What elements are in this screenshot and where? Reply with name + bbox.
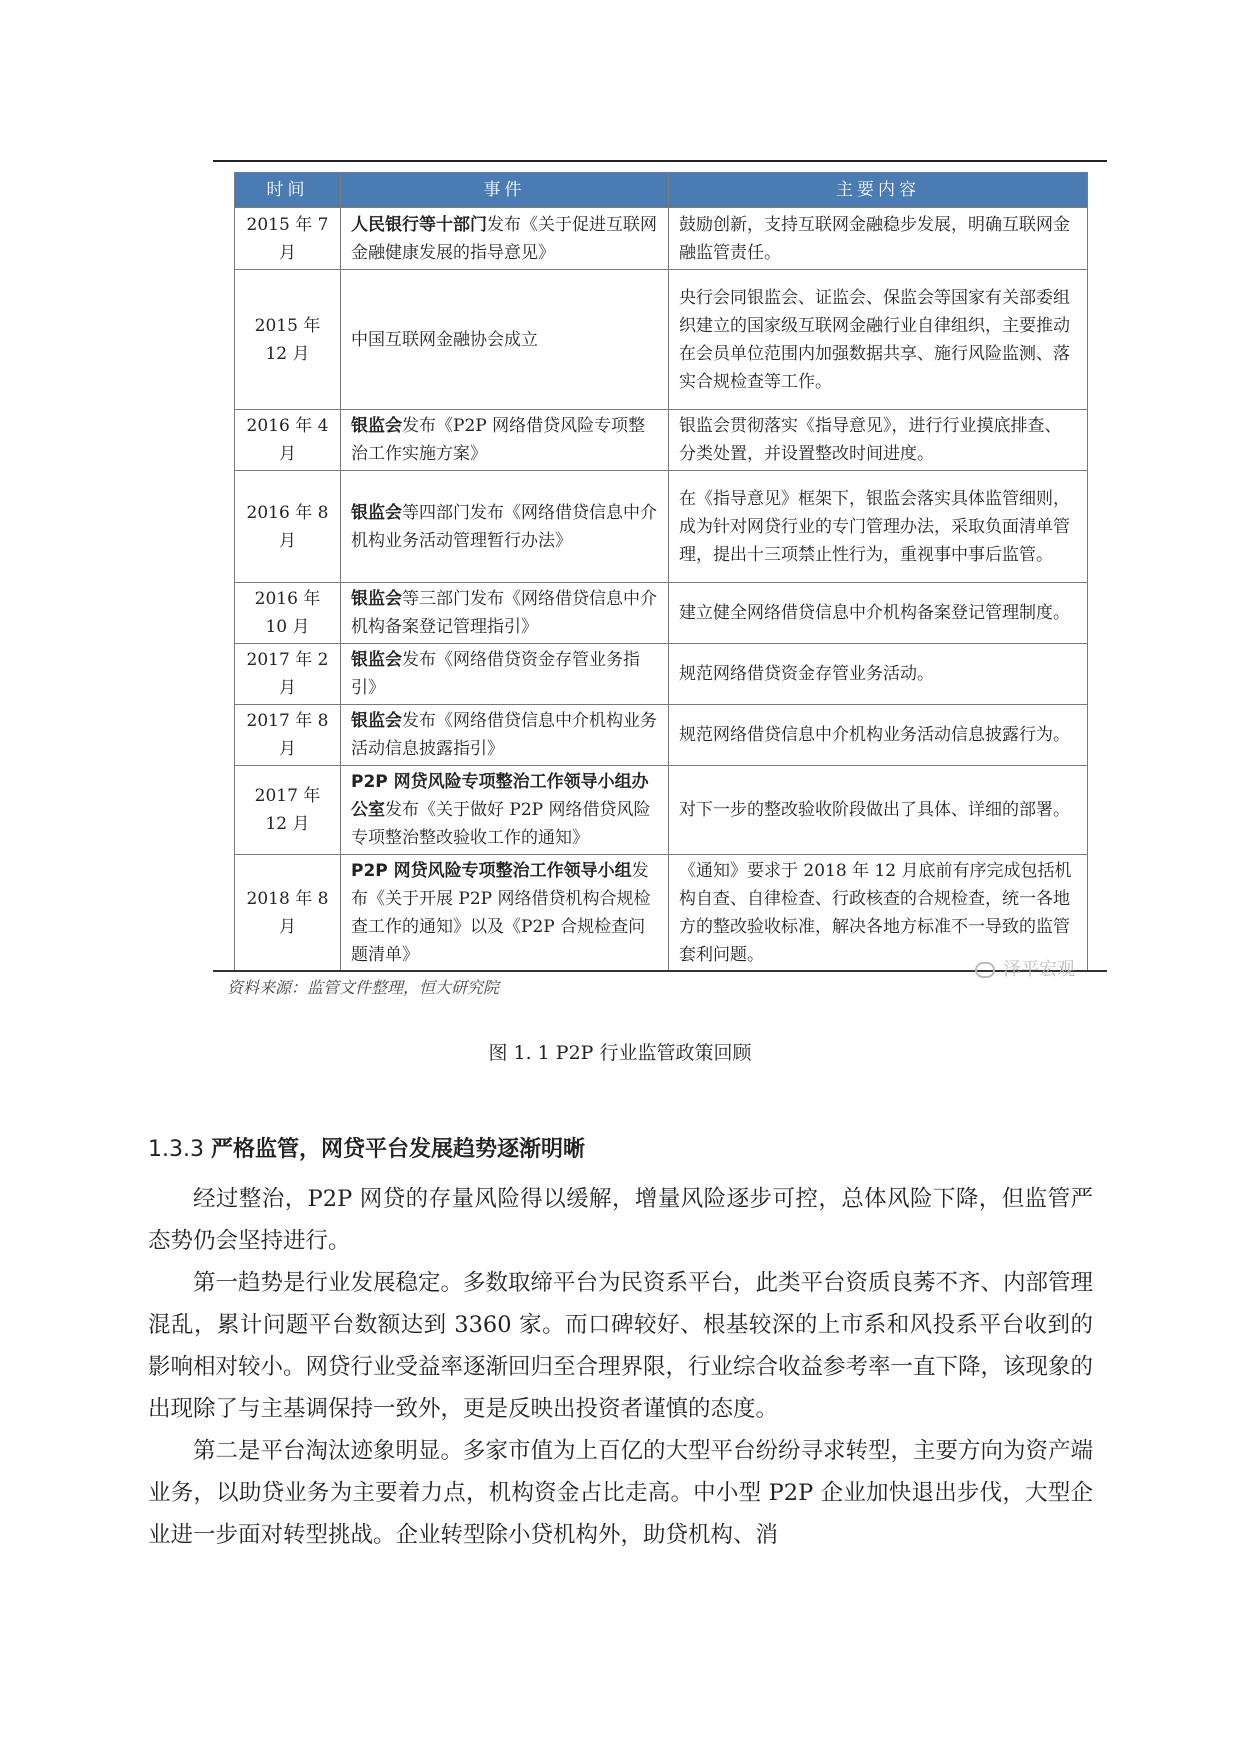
cell-time: 2017 年 2 月 (235, 644, 341, 705)
cell-time: 2015 年 7 月 (235, 208, 341, 270)
event-text: 发布《关于开展 P2P 网络借贷机构合规检查工作的通知》以及《P2P 合规检查问题清单》 (351, 861, 651, 965)
event-text: 中国互联网金融协会成立 (351, 329, 538, 350)
header-time: 时间 (235, 173, 341, 208)
source-note: 资料来源：监管文件整理，恒大研究院 (227, 978, 500, 997)
event-text: 发布《关于促进互联网金融健康发展的指导意见》 (351, 214, 657, 263)
section-title: 严格监管，网贷平台发展趋势逐渐明晰 (210, 1137, 585, 1162)
cell-time: 2016 年 10 月 (235, 583, 341, 644)
event-text: 发布《P2P 网络借贷风险专项整治工作实施方案》 (351, 416, 646, 464)
cell-event (341, 410, 669, 471)
table-body (235, 208, 1088, 972)
source-rule (213, 970, 1107, 972)
table-header-row (235, 173, 1088, 208)
watermark-text: 泽平宏观 (1003, 959, 1075, 980)
watermark (975, 955, 1075, 981)
table-row (235, 644, 1088, 705)
event-agency: 银监会 (351, 589, 402, 609)
table-row (235, 270, 1088, 410)
event-text: 等四部门发布《网络借贷信息中介机构业务活动管理暂行办法》 (351, 502, 657, 551)
cell-time: 2016 年 8 月 (235, 471, 341, 583)
cell-content: 央行会同银监会、证监会、保监会等国家有关部委组织建立的国家级互联网金融行业自律组织，主要推动在会员单位范围内加强数据共享、施行风险监测、落实合规检查等工作。 (669, 270, 1088, 410)
cell-event (341, 583, 669, 644)
table-row (235, 471, 1088, 583)
event-text: 发布《网络借贷资金存管业务指引》 (351, 650, 640, 698)
paragraph: 经过整治，P2P 网贷的存量风险得以缓解，增量风险逐步可控，总体风险下降，但监管严态势仍会坚持进行。 (148, 1186, 1093, 1254)
event-text: 发布《关于做好 P2P 网络借贷风险专项整治整改验收工作的通知》 (351, 800, 651, 848)
header-event: 事件 (341, 173, 669, 208)
event-agency: P2P 网贷风险专项整治工作领导小组办公室 (351, 772, 649, 820)
table-row (235, 410, 1088, 471)
paragraph: 第一趋势是行业发展稳定。多数取缔平台为民资系平台，此类平台资质良莠不齐、内部管理混乱，累计问题平台数额达到 3360 家。而口碑较好、根基较深的上市系和风投系平台收到的影响相对较小。网贷行业受益率逐渐回归至合理界限，行业综合收益参考率一直下降，该现象的出现除了与主基调保持一致外，更是反映出投资者谨慎的态度。 (148, 1270, 1094, 1422)
event-agency: 人民银行等十部门 (351, 214, 487, 235)
cell-event (341, 766, 669, 855)
cell-event (341, 855, 669, 972)
cell-content: 对下一步的整改验收阶段做出了具体、详细的部署。 (669, 766, 1088, 855)
policy-table (234, 172, 1088, 972)
event-text: 等三部门发布《网络借贷信息中介机构备案登记管理指引》 (351, 589, 657, 637)
event-agency: 银监会 (351, 650, 402, 670)
cell-time: 2015 年 12 月 (235, 270, 341, 410)
event-agency: 银监会 (351, 711, 402, 731)
table-row (235, 855, 1088, 972)
section-heading (148, 1132, 585, 1163)
cell-time: 2018 年 8 月 (235, 855, 341, 972)
table-row (235, 705, 1088, 766)
event-agency: 银监会 (351, 416, 402, 436)
cell-event (341, 471, 669, 583)
cell-event (341, 270, 669, 410)
table-row (235, 583, 1088, 644)
cell-content: 规范网络借贷资金存管业务活动。 (669, 644, 1088, 705)
table-row (235, 766, 1088, 855)
table-row (235, 208, 1088, 270)
cell-time: 2017 年 12 月 (235, 766, 341, 855)
body-text (148, 1178, 1093, 1556)
table-top-rule (213, 160, 1107, 162)
cell-event (341, 644, 669, 705)
wechat-icon (975, 962, 995, 978)
event-agency: 银监会 (351, 502, 402, 523)
cell-content: 在《指导意见》框架下，银监会落实具体监管细则，成为针对网贷行业的专门管理办法，采取负面清单管理，提出十三项禁止性行为，重视事中事后监管。 (669, 471, 1088, 583)
event-text: 发布《网络借贷信息中介机构业务活动信息披露指引》 (351, 711, 657, 759)
cell-event (341, 705, 669, 766)
cell-content: 鼓励创新，支持互联网金融稳步发展，明确互联网金融监管责任。 (669, 208, 1088, 270)
policy-table-container (234, 172, 1087, 972)
cell-content: 规范网络借贷信息中介机构业务活动信息披露行为。 (669, 705, 1088, 766)
cell-event (341, 208, 669, 270)
section-number: 1.3.3 (148, 1137, 204, 1162)
cell-content: 银监会贯彻落实《指导意见》，进行行业摸底排查、分类处置，并设置整改时间进度。 (669, 410, 1088, 471)
paragraph: 第二是平台淘汰迹象明显。多家市值为上百亿的大型平台纷纷寻求转型，主要方向为资产端业务，以助贷业务为主要着力点，机构资金占比走高。中小型 P2P 企业加快退出步伐，大型企业进一步面对转型挑战。企业转型除小贷机构外，助贷机构、消 (148, 1438, 1094, 1548)
cell-time: 2017 年 8 月 (235, 705, 341, 766)
event-agency: P2P 网贷风险专项整治工作领导小组 (351, 861, 632, 881)
cell-content: 《通知》要求于 2018 年 12 月底前有序完成包括机构自查、自律检查、行政核查的合规检查，统一各地方的整改验收标准，解决各地方标准不一导致的监管套利问题。 (669, 855, 1088, 972)
figure-caption: 图 1. 1 P2P 行业监管政策回顾 (488, 1042, 752, 1064)
cell-content: 建立健全网络借贷信息中介机构备案登记管理制度。 (669, 583, 1088, 644)
cell-time: 2016 年 4 月 (235, 410, 341, 471)
header-content: 主要内容 (669, 173, 1088, 208)
